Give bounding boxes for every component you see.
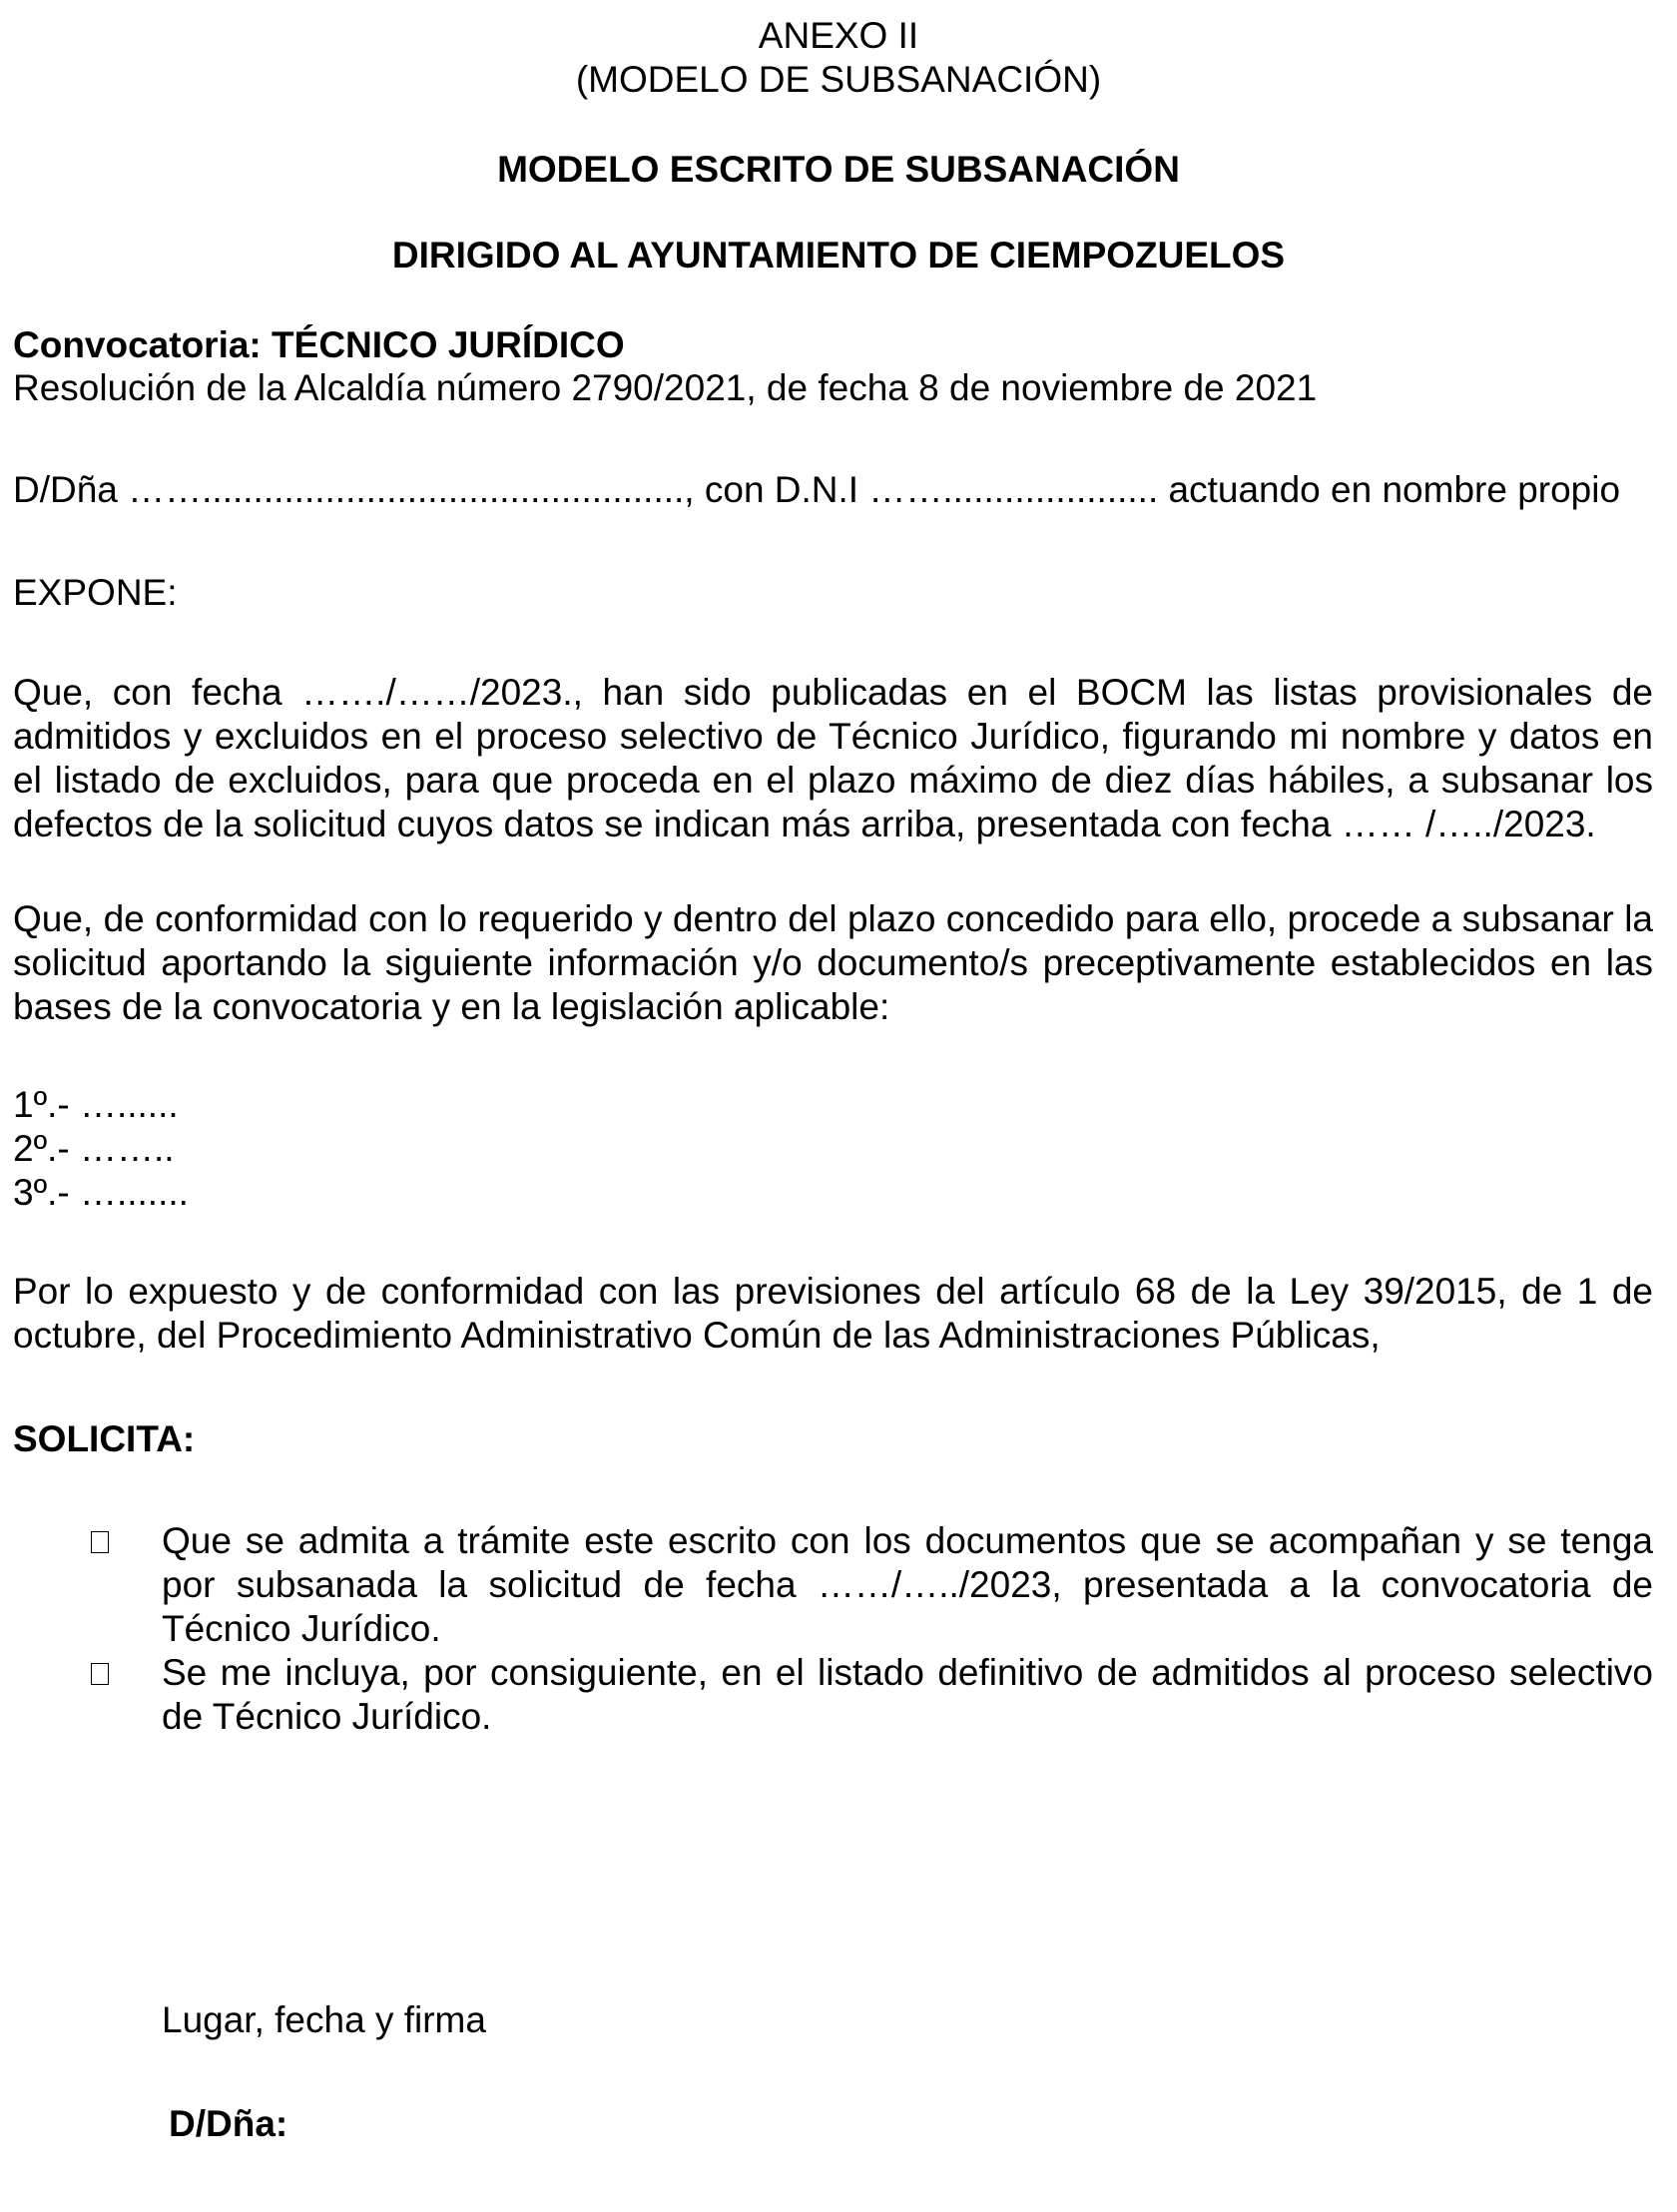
resolution-line: Resolución de la Alcaldía número 2790/2021, de fecha 8 de noviembre de 2021: [13, 367, 1318, 408]
annex-title: ANEXO II: [758, 15, 919, 56]
signature-name-label: D/Dña:: [169, 2103, 288, 2144]
checkbox-icon: [91, 1663, 109, 1685]
request-text-2: Se me incluya, por consiguiente, en el listado definitivo de admitidos al proceso selectivo de Técnico Jurídico.: [162, 1652, 1653, 1737]
paragraph-publication: Que, con fecha ……./……/2023., han sido publicadas en el BOCM las listas provisionales de admitidos y excluidos en el proceso selectivo de Técnico Jurídico, figurando mi nombre y datos en el listado de excluidos, para que proceda en el plazo máximo de diez días hábiles, a subsanar los defectos de la solicitud cuyos datos se indican más arriba, presentada con fecha …… /…../2023.: [13, 672, 1653, 844]
call-title: Convocatoria: TÉCNICO JURÍDICO: [13, 324, 625, 365]
applicant-line: D/Dña ……..............................................., con D.N.I ……..................... actuando en nombre propio: [13, 469, 1621, 510]
numbered-list: [13, 1083, 1653, 1215]
paragraph-legal-basis: Por lo expuesto y de conformidad con las previsiones del artículo 68 de la Ley 39/2015, de 1 de octubre, del Procedimiento Administrativo Común de las Administraciones Públicas,: [13, 1271, 1653, 1356]
paragraph-subsanation: Que, de conformidad con lo requerido y dentro del plazo concedido para ello, procede a subsanar la solicitud aportando la siguiente información y/o documento/s preceptivamente establecidos en las bases de la convocatoria y en la legislación aplicable:: [13, 898, 1653, 1027]
numbered-item-1: 1º.- …......: [13, 1084, 179, 1125]
annex-subtitle: (MODELO DE SUBSANACIÓN): [575, 59, 1102, 100]
request-text-1: Que se admita a trámite este escrito con los documentos que se acompañan y se tenga por subsanada la solicitud de fecha ……/…../2023, presentada a la convocatoria de Técnico Jurídico.: [162, 1520, 1653, 1649]
expone-label: EXPONE:: [13, 572, 178, 613]
checkbox-icon: [91, 1531, 109, 1553]
solicita-label: SOLICITA:: [13, 1418, 196, 1459]
numbered-item-2: 2º.- ……..: [13, 1128, 175, 1169]
addressee-title: DIRIGIDO AL AYUNTAMIENTO DE CIEMPOZUELOS: [391, 235, 1286, 276]
model-title: MODELO ESCRITO DE SUBSANACIÓN: [497, 149, 1180, 190]
numbered-item-3: 3º.- ….......: [13, 1172, 189, 1213]
place-date-signature: Lugar, fecha y firma: [162, 1999, 486, 2040]
